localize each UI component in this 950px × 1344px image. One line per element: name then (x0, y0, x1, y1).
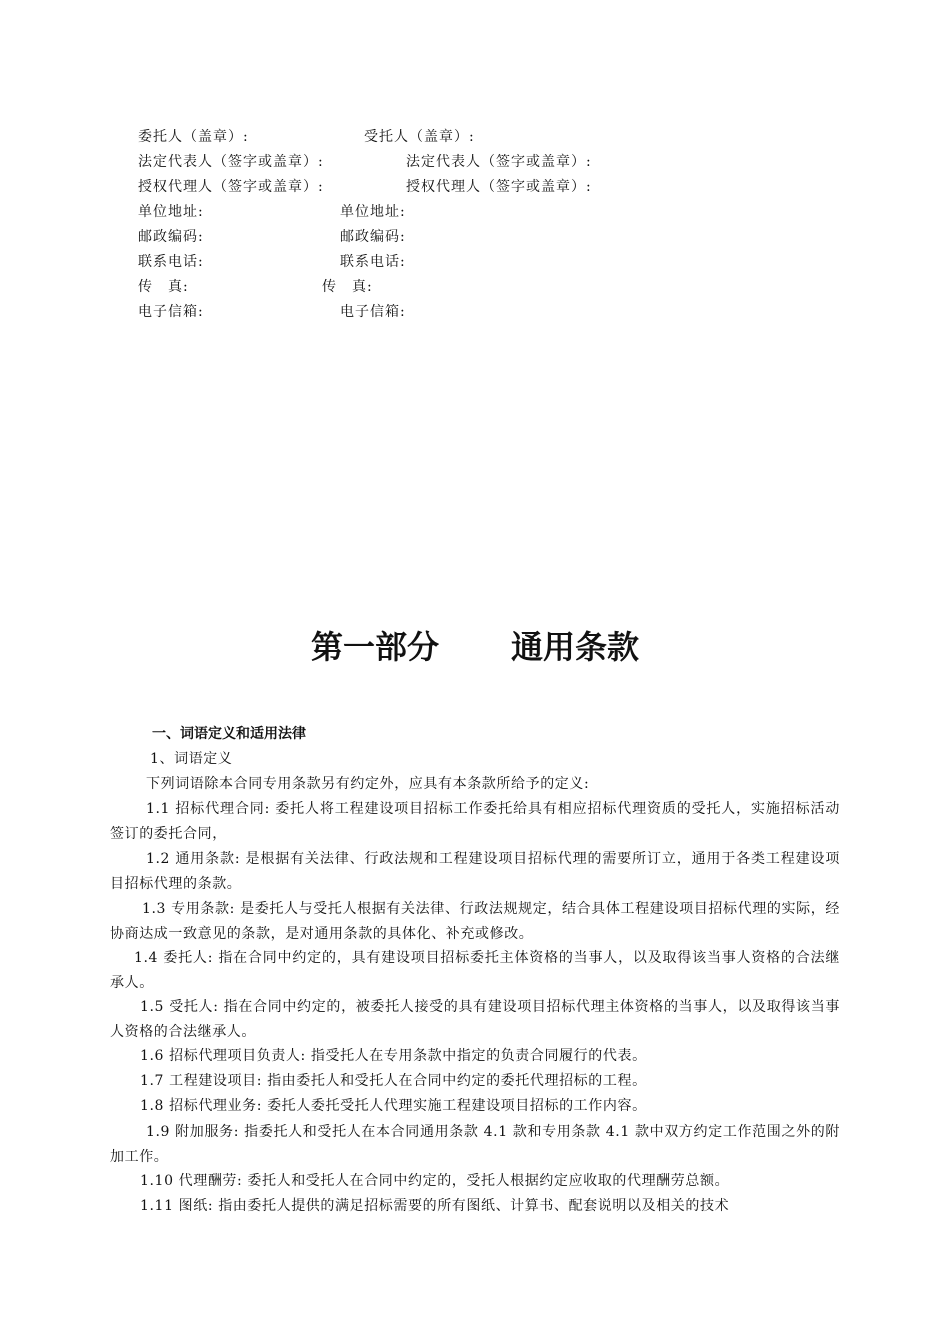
part-number: 第一部分 (310, 628, 439, 666)
client-seal-label: 委托人（盖章）: (138, 129, 249, 145)
clause-1-5: 1.5 受托人: 指在合同中约定的，被委托人接受的具有建设项目招标代理主体资格的当事人，以及取得该当事人资格的合法继承人。 (110, 999, 840, 1040)
clause-1-3: 1.3 专用条款: 是委托人与受托人根据有关法律、行政法规规定，结合具体工程建设项目招标代理的实际，经协商达成一致意见的条款，是对通用条款的具体化、补充或修改。 (110, 901, 840, 942)
client-email-label: 电子信箱: (138, 304, 204, 320)
clause-1-7: 1.7 工程建设项目: 指由委托人和受托人在合同中约定的委托代理招标的工程。 (140, 1073, 647, 1089)
agent-seal-label: 受托人（盖章）: (364, 129, 475, 145)
client-legal-rep-label: 法定代表人（签字或盖章）: (138, 154, 324, 170)
definitions-intro: 下列词语除本合同专用条款另有约定外，应具有本条款所给予的定义: (146, 776, 590, 792)
clause-1-2: 1.2 通用条款: 是根据有关法律、行政法规和工程建设项目招标代理的需要所订立，通用于各类工程建设项目招标代理的条款。 (110, 851, 840, 892)
client-postcode-label: 邮政编码: (138, 229, 204, 245)
section-heading: 一、词语定义和适用法律 (152, 726, 306, 742)
client-authorized-agent-label: 授权代理人（签字或盖章）: (138, 179, 324, 195)
agent-email-label: 电子信箱: (340, 304, 406, 320)
agent-fax-label: 传 真: (322, 279, 373, 295)
sub-heading: 1、词语定义 (150, 751, 233, 767)
clause-1-10: 1.10 代理酬劳: 委托人和受托人在合同中约定的，受托人根据约定应收取的代理酬劳总额。 (140, 1173, 730, 1189)
agent-postcode-label: 邮政编码: (340, 229, 406, 245)
clause-1-1: 1.1 招标代理合同: 委托人将工程建设项目招标工作委托给具有相应招标代理资质的受托人，实施招标活动签订的委托合同， (110, 801, 840, 842)
agent-authorized-agent-label: 授权代理人（签字或盖章）: (406, 179, 592, 195)
client-fax-label: 传 真: (138, 279, 189, 295)
clause-1-11: 1.11 图纸: 指由委托人提供的满足招标需要的所有图纸、计算书、配套说明以及相关的技术 (140, 1198, 730, 1214)
client-address-label: 单位地址: (138, 204, 204, 220)
part-title (0, 622, 950, 672)
clause-1-4: 1.4 委托人: 指在合同中约定的，具有建设项目招标委托主体资格的当事人，以及取得该当事人资格的合法继承人。 (110, 950, 840, 991)
clause-1-6: 1.6 招标代理项目负责人: 指受托人在专用条款中指定的负责合同履行的代表。 (140, 1048, 647, 1064)
agent-address-label: 单位地址: (340, 204, 406, 220)
client-phone-label: 联系电话: (138, 254, 204, 270)
agent-legal-rep-label: 法定代表人（签字或盖章）: (406, 154, 592, 170)
agent-phone-label: 联系电话: (340, 254, 406, 270)
part-name: 通用条款 (511, 628, 640, 666)
clause-1-9: 1.9 附加服务: 指委托人和受托人在本合同通用条款 4.1 款和专用条款 4.1 款中双方约定工作范围之外的附加工作。 (110, 1124, 840, 1165)
clause-1-8: 1.8 招标代理业务: 委托人委托受托人代理实施工程建设项目招标的工作内容。 (140, 1098, 647, 1114)
